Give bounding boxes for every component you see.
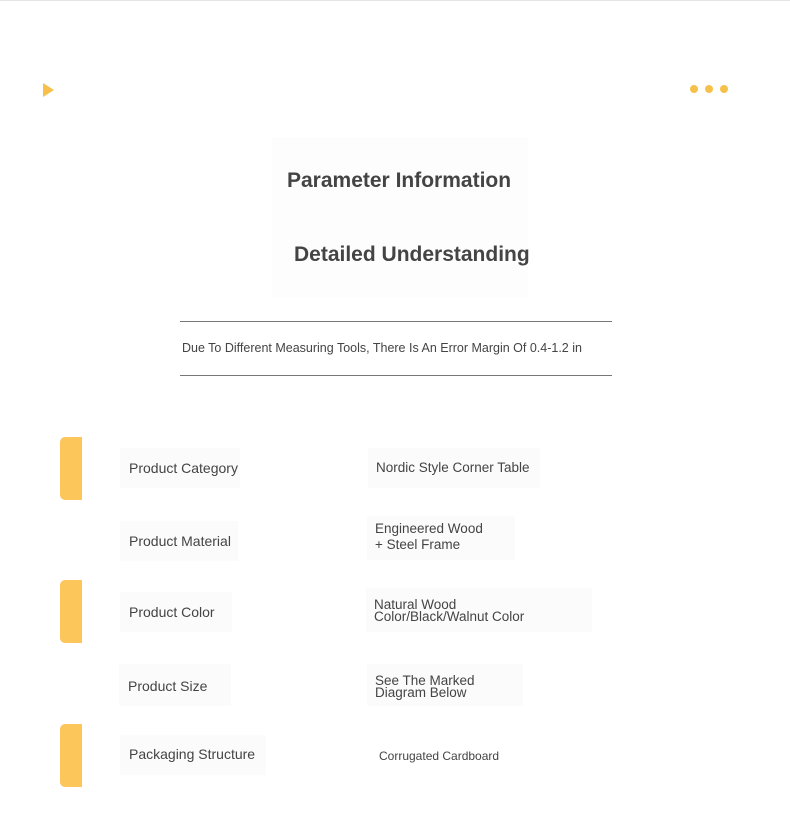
param-value-size-line1: See The Marked bbox=[375, 673, 475, 688]
param-value-category: Nordic Style Corner Table bbox=[376, 460, 530, 475]
param-value-material-line2: + Steel Frame bbox=[375, 537, 461, 552]
param-label-material: Product Material bbox=[129, 533, 231, 549]
play-triangle-icon bbox=[43, 83, 54, 97]
param-label-category: Product Category bbox=[129, 460, 238, 476]
accent-bar bbox=[60, 724, 82, 787]
title-panel bbox=[272, 137, 528, 297]
dot-icon bbox=[690, 85, 698, 93]
accent-bar bbox=[60, 437, 82, 500]
param-label-size: Product Size bbox=[128, 678, 208, 694]
more-dots-icon bbox=[690, 85, 728, 93]
note-divider-top bbox=[180, 321, 612, 322]
param-value-size bbox=[375, 675, 475, 699]
param-value-packaging: Corrugated Cardboard bbox=[379, 749, 500, 763]
param-value-color-line1: Natural Wood bbox=[374, 597, 457, 612]
dot-icon bbox=[705, 85, 713, 93]
accent-bar bbox=[60, 580, 82, 643]
param-label-color: Product Color bbox=[129, 604, 215, 620]
param-label-packaging: Packaging Structure bbox=[129, 746, 256, 762]
param-value-size-line2: Diagram Below bbox=[375, 685, 467, 700]
note-divider-bottom bbox=[180, 375, 612, 376]
param-value-material bbox=[375, 521, 483, 553]
param-value-color-line2: Color/Black/Walnut Color bbox=[374, 609, 525, 624]
page-subtitle: Detailed Understanding bbox=[294, 243, 530, 266]
dot-icon bbox=[720, 85, 728, 93]
param-value-color bbox=[374, 599, 524, 623]
top-divider bbox=[0, 0, 790, 1]
measurement-note: Due To Different Measuring Tools, There Is An Error Margin Of 0.4-1.2 in bbox=[182, 341, 582, 355]
param-value-material-line1: Engineered Wood bbox=[375, 521, 483, 536]
page-title: Parameter Information bbox=[287, 169, 512, 192]
